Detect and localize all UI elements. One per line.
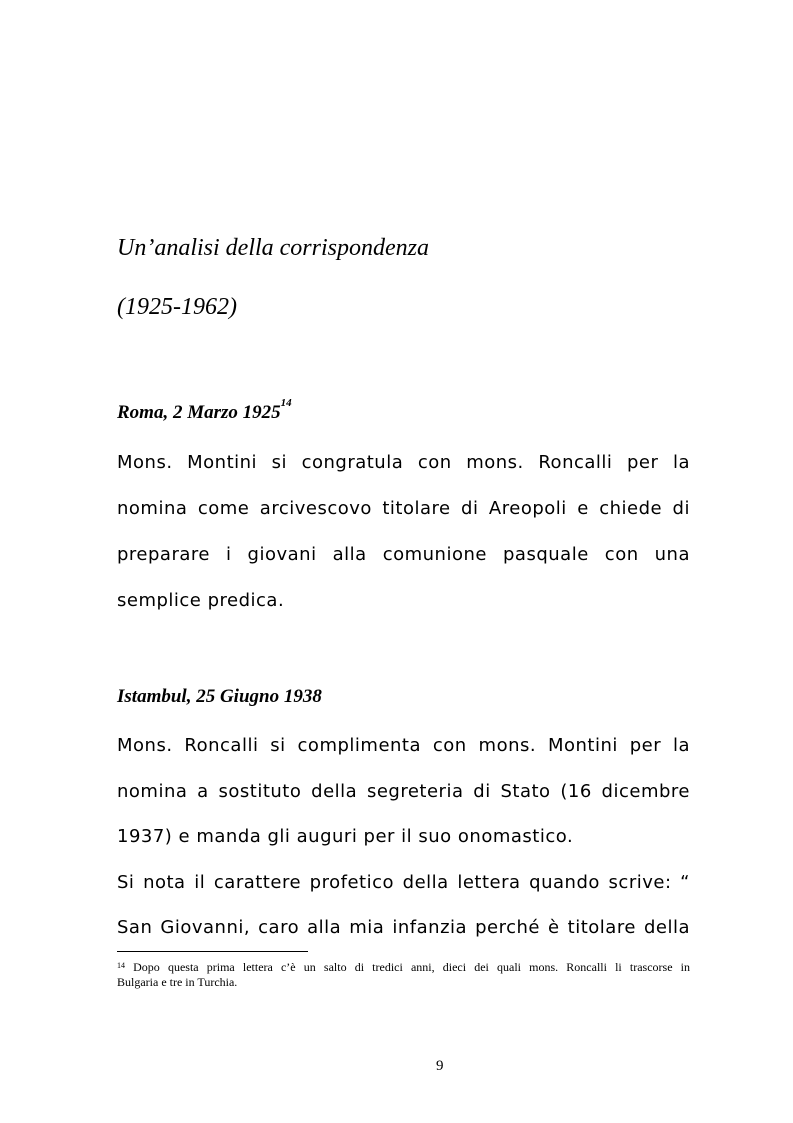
paragraph-line: San Giovanni, caro alla mia infanzia perché è titolare della — [117, 917, 690, 938]
paragraph-line: 1937) e manda gli auguri per il suo onomastico. — [117, 826, 574, 847]
paragraph-line: semplice predica. — [117, 590, 285, 611]
paragraph-line: nomina come arcivescovo titolare di Areopoli e chiede di — [117, 498, 690, 519]
footnote-reference: 14 — [280, 397, 292, 409]
page-number: 9 — [436, 1058, 444, 1074]
footnote-continuation: Bulgaria e tre in Turchia. — [117, 975, 238, 989]
footnote-number: 14 — [117, 961, 125, 970]
page-title: Un’analisi della corrispondenza — [117, 235, 429, 261]
paragraph-line: Mons. Roncalli si complimenta con mons. Montini per la — [117, 735, 690, 756]
section-heading-istambul: Istambul, 25 Giugno 1938 — [117, 686, 322, 707]
page-title-years: (1925-1962) — [117, 294, 237, 320]
footnote — [117, 959, 690, 975]
footnote-text: Dopo questa prima lettera c’è un salto di tredici anni, dieci dei quali mons. Roncalli li trascorse in — [133, 960, 691, 974]
section-heading-roma-text: Roma, 2 Marzo 1925 — [117, 402, 281, 423]
paragraph-line: preparare i giovani alla comunione pasquale con una — [117, 544, 690, 565]
paragraph-line: Mons. Montini si congratula con mons. Roncalli per la — [117, 452, 690, 473]
paragraph-line: nomina a sostituto della segreteria di Stato (16 dicembre — [117, 781, 690, 802]
paragraph-line: Si nota il carattere profetico della lettera quando scrive: “ — [117, 872, 690, 893]
footnote-separator — [117, 951, 308, 952]
section-heading-roma — [117, 397, 292, 425]
